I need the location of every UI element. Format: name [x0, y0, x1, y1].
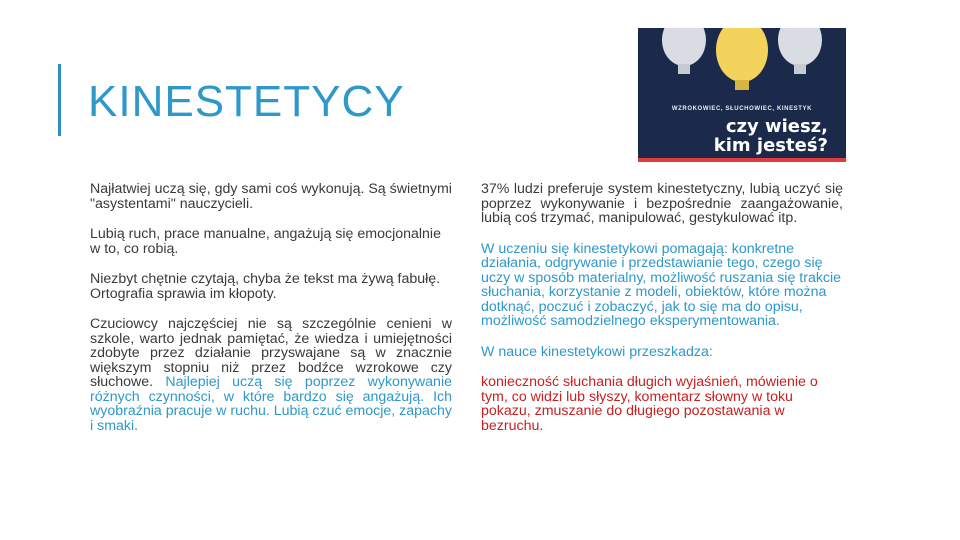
right-paragraph-3: W nauce kinestetykowi przeszkadza:	[481, 343, 713, 360]
left-paragraph-4	[90, 317, 452, 433]
image-question-line-1: czy wiesz,	[725, 116, 828, 137]
left-paragraph-4-text: Czuciowcy najczęściej nie są szczególnie cenieni w szkole, warto jednak pamiętać, że wiedza i umiejętności zdobyte przez działanie przyswajane są w znacznie większym stopniu niż przez bodźce wzrokowe czy słuchowe.	[90, 316, 452, 390]
left-paragraph-2: Lubią ruch, prace manualne, angażują się emocjonalnie w to, co robią.	[90, 226, 441, 257]
left-paragraph-1: Najłatwiej uczą się, gdy sami coś wykonują. Są świetnymi "asystentami" nauczycieli.	[90, 181, 452, 212]
title-accent-bar	[58, 64, 61, 136]
left-paragraph-3: Niezbyt chętnie czytają, chyba że tekst ma żywą fabułę. Ortografia sprawia im kłopoty.	[90, 271, 441, 302]
slide-title: KINESTETYCY	[88, 77, 405, 126]
image-question-line-2: kim jesteś?	[713, 135, 828, 156]
left-paragraph-4-highlight: Najlepiej uczą się poprzez wykonywanie różnych czynności, w które bardzo się angażują. Ich wyobraźnia pracuje w ruchu. Lubią czuć emocje, zapachy i smaki.	[90, 374, 452, 434]
image-bottom-rule	[638, 158, 846, 162]
right-column	[481, 182, 843, 449]
quiz-illustration	[638, 28, 846, 162]
light-bulbs-icon	[638, 28, 846, 108]
right-paragraph-1: 37% ludzi preferuje system kinestetyczny, lubią uczyć się poprzez wykonywanie i bezpośrednie zaangażowanie, lubią coś trzymać, manipulować, gestykulować itp.	[481, 181, 843, 226]
left-column	[90, 182, 452, 449]
right-paragraph-2: W uczeniu się kinestetykowi pomagają: konkretne działania, odgrywanie i przedstawianie tego, czego się uczy w sposób materialny, możliwość ruszania się trakcie słuchania, korzystanie z modeli, obiektów, które można dotknąć, poczuć i zobaczyć, jak to się ma do opisu, możliwość samodzielnego eksperymentowania.	[481, 240, 842, 329]
image-meta-line: WZROKOWIEC, SŁUCHOWIEC, KINESTYK	[671, 106, 813, 112]
right-paragraph-4: konieczność słuchania długich wyjaśnień, mówienie o tym, co widzi lub słyszy, komentarz słowny w toku pokazu, zmuszanie do długiego pozostawania w bezruchu.	[481, 374, 818, 434]
